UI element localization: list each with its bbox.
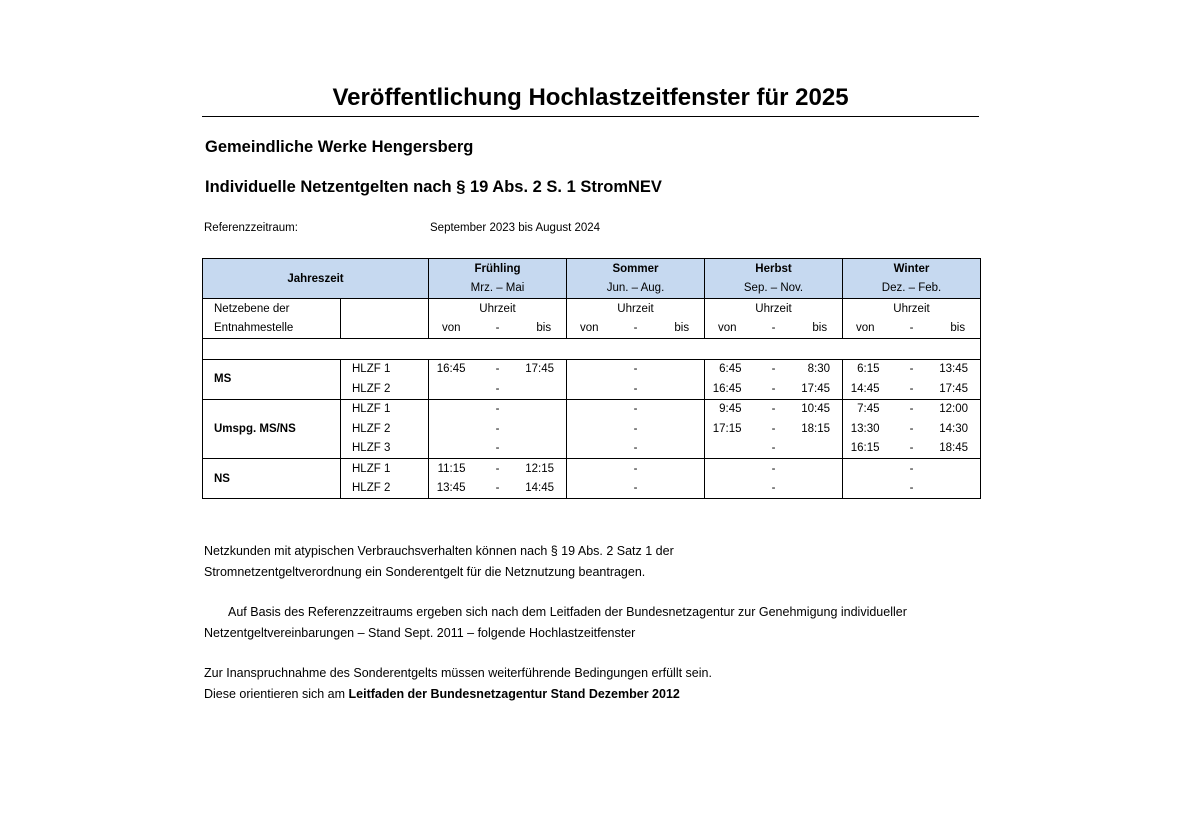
time-bis bbox=[522, 419, 567, 439]
time-dash: - bbox=[771, 422, 776, 435]
time-bis bbox=[660, 379, 705, 399]
time-dash: - bbox=[633, 422, 638, 435]
time-von: 16:45 bbox=[436, 363, 466, 376]
dash-header: - bbox=[771, 322, 776, 335]
von-header: von bbox=[855, 322, 875, 335]
time-bis bbox=[936, 459, 981, 479]
header-jahreszeit: Jahreszeit bbox=[203, 259, 429, 299]
reference-label: Referenzzeitraum: bbox=[204, 222, 298, 234]
time-dash: - bbox=[909, 363, 914, 376]
time-von bbox=[705, 459, 750, 479]
time-bis bbox=[798, 479, 843, 499]
time-von bbox=[705, 479, 750, 499]
time-dash: - bbox=[495, 363, 500, 376]
paragraph-line: Netzkunden mit atypischen Verbrauchsverhalten können nach § 19 Abs. 2 Satz 1 der bbox=[204, 544, 674, 558]
time-dash: - bbox=[495, 403, 500, 416]
bis-header: bis bbox=[936, 319, 981, 339]
time-bis bbox=[660, 439, 705, 459]
time-dash: - bbox=[612, 439, 660, 459]
time-bis: 10:45 bbox=[798, 399, 843, 419]
time-bis bbox=[660, 459, 705, 479]
bis-header: bis bbox=[660, 319, 705, 339]
time-bis: 13:45 bbox=[936, 359, 981, 379]
time-bis: 12:15 bbox=[522, 459, 567, 479]
paragraph-line: Auf Basis des Referenzzeitraums ergeben sich nach dem Leitfaden der Bundesnetzagentur zur Genehmigung individueller bbox=[228, 605, 907, 619]
time-dash: - bbox=[888, 439, 936, 459]
season-name: Herbst bbox=[705, 259, 843, 279]
hlzf-label: HLZF 1 bbox=[341, 399, 429, 419]
hlzf-label: HLZF 2 bbox=[341, 479, 429, 499]
season-name: Sommer bbox=[567, 259, 705, 279]
uhrzeit-header: Uhrzeit bbox=[843, 299, 981, 319]
time-bis bbox=[522, 379, 567, 399]
paragraph-line bbox=[204, 684, 712, 705]
hlzf-label: HLZF 2 bbox=[341, 419, 429, 439]
time-von bbox=[843, 459, 888, 479]
time-von bbox=[705, 439, 750, 459]
uhrzeit-header: Uhrzeit bbox=[705, 299, 843, 319]
time-dash: - bbox=[888, 379, 936, 399]
paragraph-text: Diese orientieren sich am bbox=[204, 686, 349, 701]
netzebene-line: Netzebene der bbox=[214, 302, 290, 315]
time-von bbox=[843, 479, 888, 499]
time-von: 17:15 bbox=[712, 422, 742, 435]
time-dash: - bbox=[888, 479, 936, 499]
time-dash: - bbox=[633, 403, 638, 416]
time-von: 13:45 bbox=[429, 479, 474, 499]
document-subtitle: Individuelle Netzentgelten nach § 19 Abs. 2 S. 1 StromNEV bbox=[205, 178, 662, 196]
uhrzeit-header: Uhrzeit bbox=[567, 299, 705, 319]
paragraph-conditions bbox=[204, 663, 712, 704]
hlzf-label: HLZF 2 bbox=[341, 379, 429, 399]
time-bis bbox=[660, 419, 705, 439]
time-bis bbox=[798, 439, 843, 459]
von-header: von bbox=[717, 322, 737, 335]
bis-header: bis bbox=[522, 319, 567, 339]
time-von: 14:45 bbox=[843, 379, 888, 399]
season-months: Mrz. – Mai bbox=[429, 279, 567, 299]
time-dash: - bbox=[633, 363, 638, 376]
dash-header: - bbox=[633, 322, 638, 335]
time-dash: - bbox=[612, 379, 660, 399]
time-dash: - bbox=[750, 439, 798, 459]
time-von bbox=[567, 419, 612, 439]
time-von bbox=[567, 439, 612, 459]
time-bis bbox=[936, 479, 981, 499]
time-von bbox=[567, 359, 612, 379]
time-dash: - bbox=[909, 422, 914, 435]
hlzf-label: HLZF 1 bbox=[341, 359, 429, 379]
time-von: 9:45 bbox=[719, 403, 742, 416]
page-title: Veröffentlichung Hochlastzeitfenster für 2025 bbox=[332, 84, 849, 111]
time-von bbox=[429, 399, 474, 419]
time-dash: - bbox=[633, 462, 638, 475]
time-bis bbox=[798, 459, 843, 479]
blank-header bbox=[341, 299, 429, 339]
dash-header: - bbox=[495, 322, 500, 335]
netzebene-header bbox=[203, 299, 341, 339]
time-bis: 8:30 bbox=[798, 359, 843, 379]
time-dash: - bbox=[750, 479, 798, 499]
header-row-uhrzeit bbox=[203, 299, 981, 319]
season-name: Winter bbox=[843, 259, 981, 279]
guideline-reference: Leitfaden der Bundesnetzagentur Stand Dezember 2012 bbox=[348, 686, 680, 701]
time-bis bbox=[660, 359, 705, 379]
time-dash: - bbox=[474, 439, 522, 459]
time-von: 7:45 bbox=[857, 403, 880, 416]
bis-header: bis bbox=[798, 319, 843, 339]
time-dash: - bbox=[495, 422, 500, 435]
time-von: 13:30 bbox=[850, 422, 880, 435]
season-months: Dez. – Feb. bbox=[843, 279, 981, 299]
time-dash: - bbox=[771, 462, 776, 475]
time-von: 16:45 bbox=[705, 379, 750, 399]
time-von bbox=[429, 379, 474, 399]
season-months: Sep. – Nov. bbox=[705, 279, 843, 299]
time-von: 16:15 bbox=[843, 439, 888, 459]
hlzf-table bbox=[202, 258, 981, 499]
time-von bbox=[429, 419, 474, 439]
netzebene-label: MS bbox=[203, 359, 341, 399]
time-bis: 17:45 bbox=[936, 379, 981, 399]
paragraph-reference-basis bbox=[204, 602, 907, 643]
paragraph-line: Stromnetzentgeltverordnung ein Sonderentgelt für die Netznutzung beantragen. bbox=[204, 564, 646, 579]
table-row bbox=[203, 399, 981, 419]
spacer-cell bbox=[203, 339, 981, 360]
time-bis: 12:00 bbox=[936, 399, 981, 419]
time-bis: 18:45 bbox=[936, 439, 981, 459]
time-dash: - bbox=[750, 379, 798, 399]
time-von: 6:45 bbox=[719, 363, 742, 376]
time-von: 11:15 bbox=[437, 462, 466, 475]
paragraph-atypical bbox=[204, 541, 674, 582]
paragraph-line: Zur Inanspruchnahme des Sonderentgelts müssen weiterführende Bedingungen erfüllt sein. bbox=[204, 666, 712, 680]
header-row-season-names bbox=[203, 259, 981, 279]
time-bis bbox=[660, 479, 705, 499]
time-dash: - bbox=[771, 363, 776, 376]
time-von bbox=[567, 459, 612, 479]
time-dash: - bbox=[909, 403, 914, 416]
time-bis bbox=[522, 399, 567, 419]
time-dash: - bbox=[474, 479, 522, 499]
time-dash: - bbox=[909, 462, 914, 475]
time-dash: - bbox=[612, 479, 660, 499]
netzebene-line: Entnahmestelle bbox=[214, 321, 294, 334]
reference-value: September 2023 bis August 2024 bbox=[430, 222, 601, 234]
time-von bbox=[567, 399, 612, 419]
hlzf-label: HLZF 3 bbox=[341, 439, 429, 459]
title-underline bbox=[202, 116, 979, 117]
time-von bbox=[567, 379, 612, 399]
uhrzeit-header: Uhrzeit bbox=[429, 299, 567, 319]
time-bis: 17:45 bbox=[798, 379, 843, 399]
time-bis bbox=[522, 439, 567, 459]
spacer-row bbox=[203, 339, 981, 360]
time-von bbox=[567, 479, 612, 499]
von-header: von bbox=[441, 322, 461, 335]
hlzf-label: HLZF 1 bbox=[341, 459, 429, 479]
time-von bbox=[429, 439, 474, 459]
time-dash: - bbox=[771, 403, 776, 416]
company-name: Gemeindliche Werke Hengersberg bbox=[205, 138, 474, 156]
dash-header: - bbox=[909, 322, 914, 335]
season-name: Frühling bbox=[429, 259, 567, 279]
netzebene-label: NS bbox=[203, 459, 341, 499]
table-row bbox=[203, 459, 981, 479]
von-header: von bbox=[579, 322, 599, 335]
netzebene-label: Umspg. MS/NS bbox=[203, 399, 341, 459]
time-bis: 17:45 bbox=[522, 359, 567, 379]
table-row bbox=[203, 359, 981, 379]
time-dash: - bbox=[474, 379, 522, 399]
time-bis: 14:30 bbox=[936, 419, 981, 439]
season-months: Jun. – Aug. bbox=[567, 279, 705, 299]
time-bis: 18:15 bbox=[798, 419, 843, 439]
time-von: 6:15 bbox=[857, 363, 880, 376]
time-bis: 14:45 bbox=[522, 479, 567, 499]
paragraph-line: Netzentgeltvereinbarungen – Stand Sept. 2011 – folgende Hochlastzeitfenster bbox=[204, 625, 636, 640]
time-dash: - bbox=[495, 462, 500, 475]
time-bis bbox=[660, 399, 705, 419]
